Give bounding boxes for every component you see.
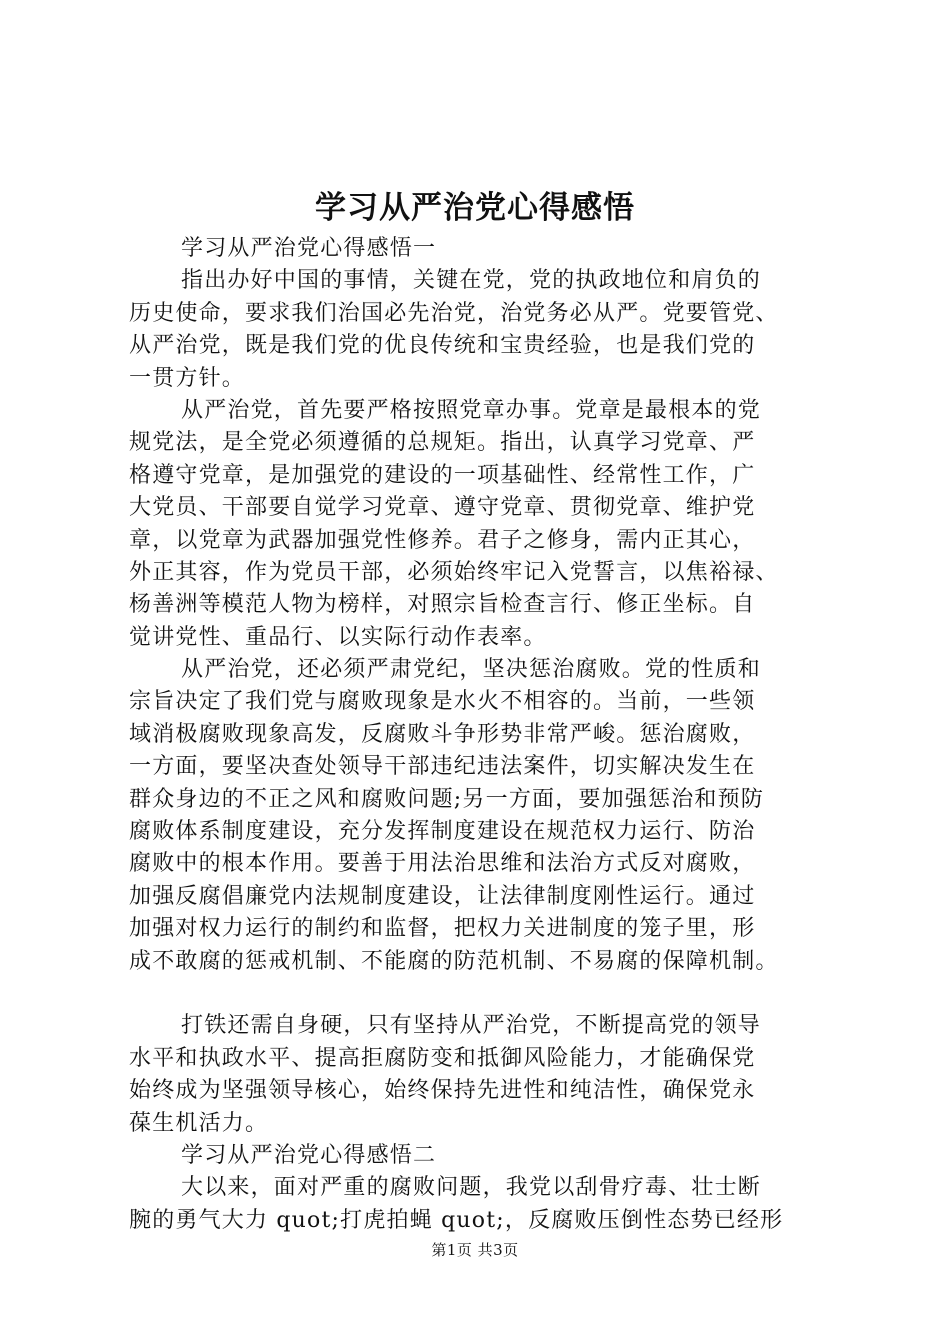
paragraph-line: 一方面，要坚决查处领导干部违纪违法案件，切实解决发生在 xyxy=(129,754,756,780)
document-title: 学习从严治党心得感悟 xyxy=(315,190,635,226)
paragraph-line: 杨善洲等模范人物为榜样，对照宗旨检查言行、修正坐标。自 xyxy=(129,592,756,618)
paragraph-first-line: 大以来，面对严重的腐败问题，我党以刮骨疗毒、壮士断 xyxy=(181,1175,762,1201)
paragraph-line: 葆生机活力。 xyxy=(129,1110,269,1136)
paragraph-line: 规党法，是全党必须遵循的总规矩。指出，认真学习党章、严 xyxy=(129,430,756,456)
paragraph-first-line: 学习从严治党心得感悟二 xyxy=(181,1142,437,1168)
paragraph-first-line: 指出办好中国的事情，关键在党，党的执政地位和肩负的 xyxy=(181,268,762,294)
paragraph-line: 章，以党章为武器加强党性修养。君子之修身，需内正其心， xyxy=(129,527,756,553)
blank-line xyxy=(129,978,845,1010)
paragraph-line: 成不敢腐的惩戒机制、不能腐的防范机制、不易腐的保障机制。 xyxy=(129,948,779,974)
paragraph-line: 腐败中的根本作用。要善于用法治思维和法治方式反对腐败， xyxy=(129,851,756,877)
paragraph-line: 外正其容，作为党员干部，必须始终牢记入党誓言，以焦裕禄、 xyxy=(129,559,779,585)
paragraph-first-line: 打铁还需自身硬，只有坚持从严治党，不断提高党的领导 xyxy=(181,1013,762,1039)
paragraph-line: 群众身边的不正之风和腐败问题;另一方面，要加强惩治和预防 xyxy=(129,786,765,812)
paragraph-first-line: 学习从严治党心得感悟一 xyxy=(181,236,437,261)
page-footer: 第1页 共3页 xyxy=(431,1241,519,1259)
paragraph-first-line: 从严治党，首先要严格按照党章办事。党章是最根本的党 xyxy=(181,397,762,423)
paragraph-line: 从严治党，既是我们党的优良传统和宝贵经验，也是我们党的 xyxy=(129,333,756,359)
paragraph-first-line: 从严治党，还必须严肃党纪，坚决惩治腐败。党的性质和 xyxy=(181,657,762,683)
paragraph-line: 腕的勇气大力 quot;打虎拍蝇 quot;，反腐败压倒性态势已经形 xyxy=(129,1207,784,1233)
paragraph-line: 一贯方针。 xyxy=(129,365,246,391)
paragraph-line: 水平和执政水平、提高拒腐防变和抵御风险能力，才能确保党 xyxy=(129,1045,756,1071)
paragraph-line: 域消极腐败现象高发，反腐败斗争形势非常严峻。惩治腐败， xyxy=(129,721,756,747)
paragraph-line: 历史使命，要求我们治国必先治党，治党务必从严。党要管党、 xyxy=(129,300,779,326)
paragraph-line: 大党员、干部要自觉学习党章、遵守党章、贯彻党章、维护党 xyxy=(129,495,756,521)
paragraph-line: 加强对权力运行的制约和监督，把权力关进制度的笼子里，形 xyxy=(129,916,756,942)
paragraph-line: 加强反腐倡廉党内法规制度建设，让法律制度刚性运行。通过 xyxy=(129,883,756,909)
document-body xyxy=(129,233,845,1237)
paragraph-line: 觉讲党性、重品行、以实际行动作表率。 xyxy=(129,624,547,650)
paragraph-line: 宗旨决定了我们党与腐败现象是水火不相容的。当前，一些领 xyxy=(129,689,756,715)
paragraph-line: 格遵守党章，是加强党的建设的一项基础性、经常性工作，广 xyxy=(129,462,756,488)
paragraph-line: 腐败体系制度建设，充分发挥制度建设在规范权力运行、防治 xyxy=(129,819,756,845)
paragraph-line: 始终成为坚强领导核心，始终保持先进性和纯洁性，确保党永 xyxy=(129,1078,756,1104)
